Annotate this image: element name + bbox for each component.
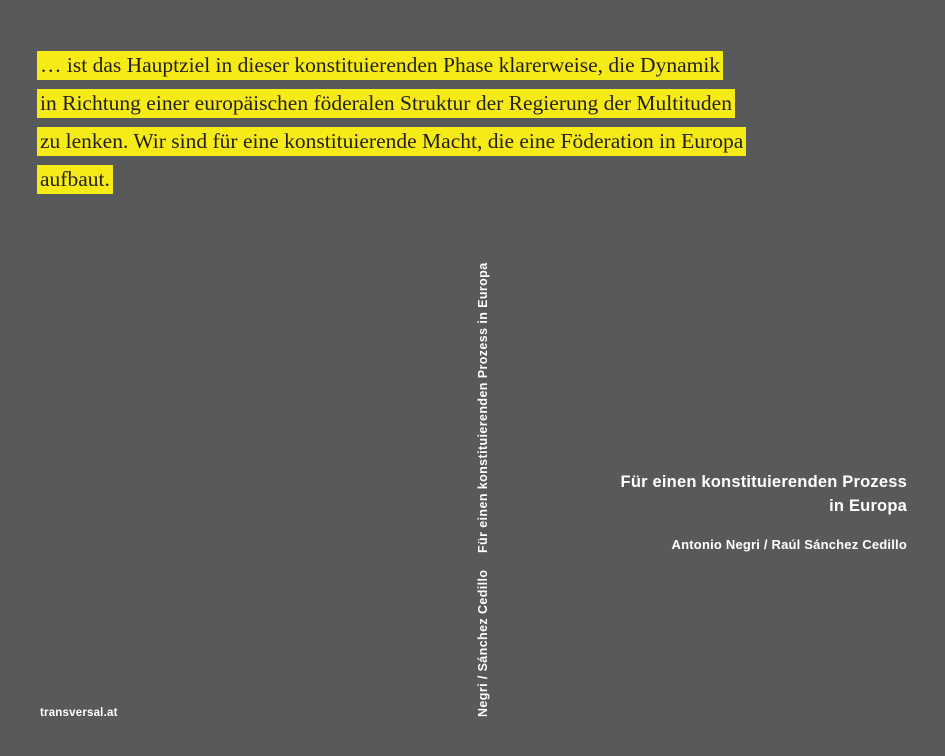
pull-quote-line [40,122,850,160]
page-authors: Antonio Negri / Raúl Sánchez Cedillo [671,537,907,552]
spine-authors: Negri / Sánchez Cedillo [476,569,490,717]
pull-quote-line [40,84,850,122]
pull-quote-line-text: … ist das Hauptziel in dieser konstituierenden Phase klarerweise, die Dynamik [40,51,720,80]
spine-title: Für einen konstituierenden Prozess in Europa [476,262,490,553]
page-title-line-2: in Europa [829,497,907,515]
pull-quote [40,46,850,198]
pull-quote-line [40,46,850,84]
pull-quote-line-text: in Richtung einer europäischen föderalen Struktur der Regierung der Multituden [40,89,732,118]
page-title [621,470,907,518]
spine-text-block [462,262,490,725]
pull-quote-line-text: aufbaut. [40,165,110,194]
site-mark: transversal.at [40,707,118,719]
page-title-line-1: Für einen konstituierenden Prozess [620,473,907,491]
pull-quote-line-text: zu lenken. Wir sind für eine konstituierende Macht, die eine Föderation in Europa [40,127,743,156]
pull-quote-line [40,160,850,198]
title-block [621,470,907,552]
